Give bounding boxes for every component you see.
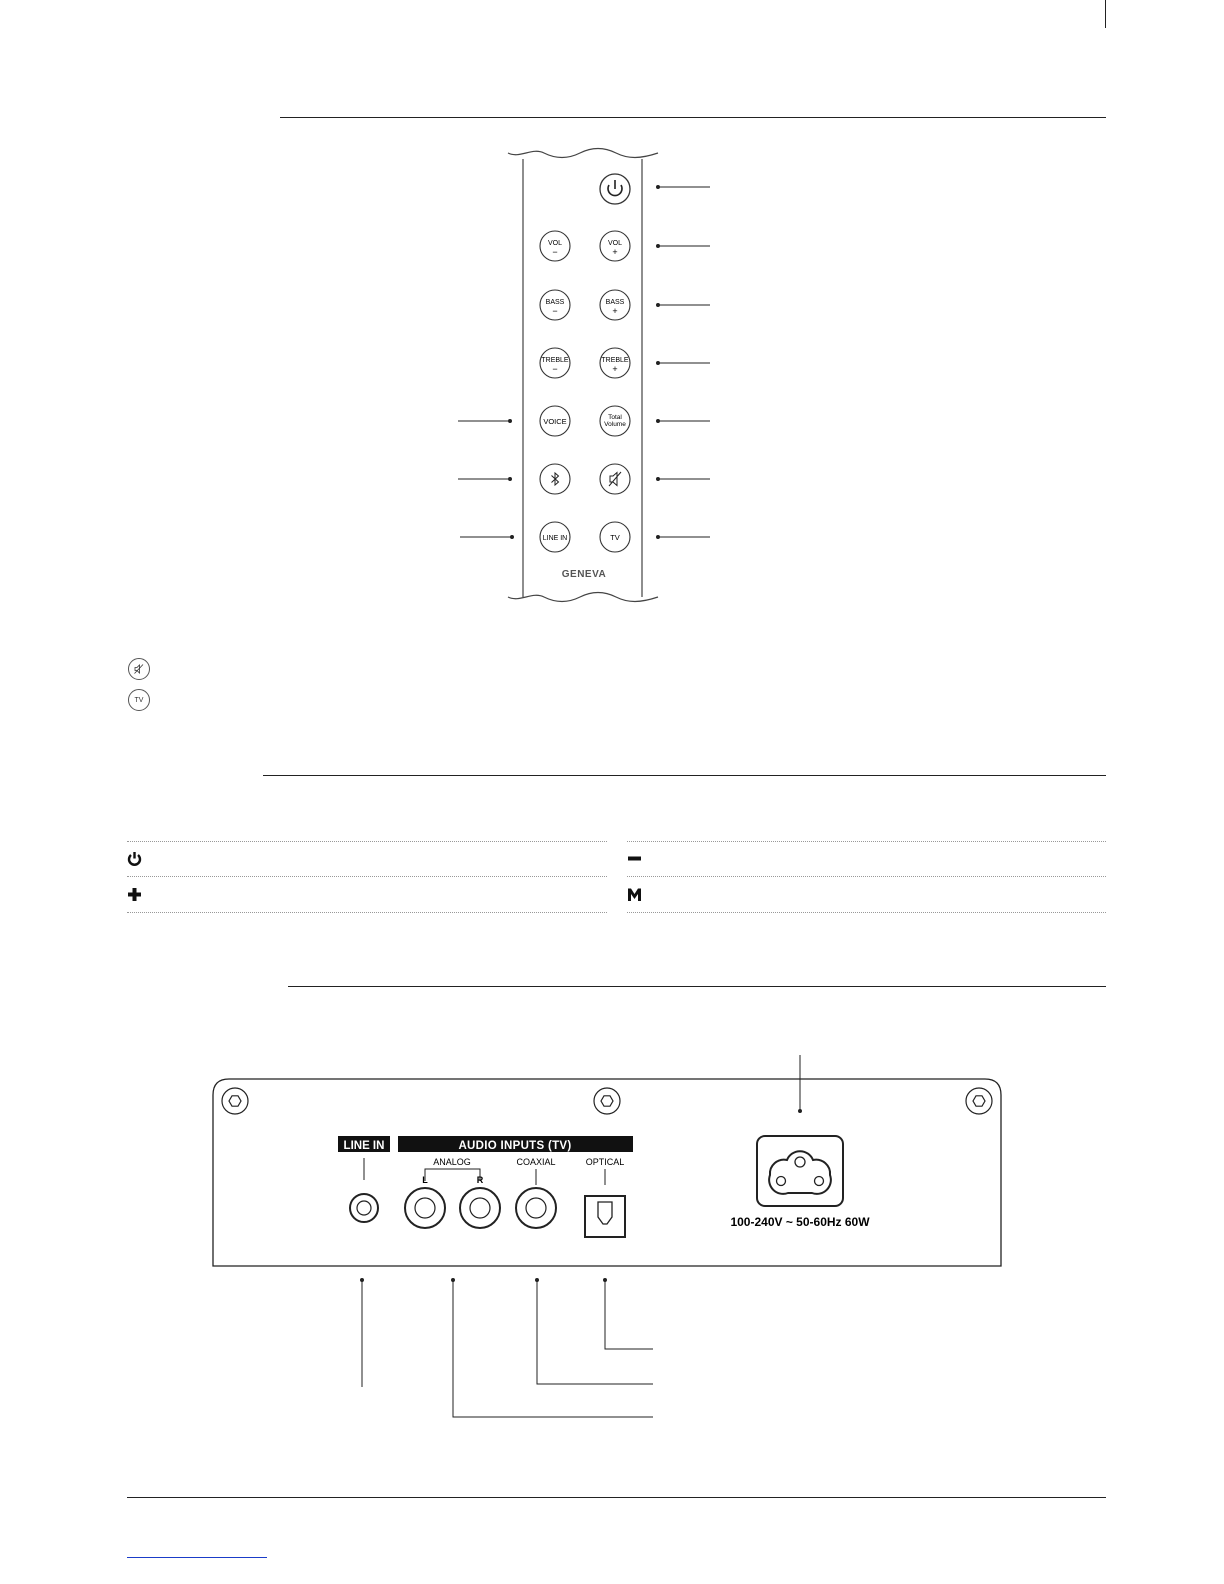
power-rating-label: 100-240V ~ 50-60Hz 60W <box>730 1215 870 1229</box>
callout-lines-left <box>458 420 514 539</box>
analog-label: ANALOG <box>433 1157 471 1167</box>
legend-tv-label: TV <box>134 696 144 704</box>
m-icon <box>627 887 642 902</box>
bass-plus-sign: + <box>612 306 618 316</box>
back-panel-diagram <box>205 1045 1010 1425</box>
analog-right-label: R <box>476 1175 484 1185</box>
remote-control-diagram <box>440 145 730 615</box>
table-rule-top-left <box>127 841 607 842</box>
vol-minus-sign: − <box>552 247 558 257</box>
section-rule-connections <box>288 986 1106 987</box>
optical-label: OPTICAL <box>585 1157 625 1167</box>
bass-minus-sign: − <box>552 306 558 316</box>
bass-plus-button[interactable] <box>600 290 630 320</box>
table-rule-mid-right <box>627 876 1106 877</box>
plus-icon <box>127 887 142 902</box>
treble-plus-sign: + <box>612 364 618 374</box>
treble-plus-label: TREBLE <box>601 357 629 364</box>
mute-button[interactable] <box>600 464 630 494</box>
legend-tv-button <box>128 689 150 711</box>
remote-brand-logo: GENEVA <box>561 569 607 580</box>
total-volume-label-1: Total <box>608 414 622 421</box>
vol-plus-label: VOL <box>607 240 623 247</box>
analog-left-label: L <box>422 1175 428 1185</box>
line-in-label: LINE IN <box>343 1140 385 1152</box>
treble-plus-button[interactable] <box>600 348 630 378</box>
legend-mute-button <box>128 658 150 680</box>
treble-minus-button[interactable] <box>540 348 570 378</box>
table-rule-bottom-left <box>127 912 607 913</box>
vol-plus-sign: + <box>612 247 618 257</box>
table-rule-top-right <box>627 841 1106 842</box>
line-in-label: LINE IN <box>542 535 568 542</box>
total-volume-button[interactable] <box>600 406 630 436</box>
coaxial-label: COAXIAL <box>516 1157 556 1167</box>
table-rule-bottom-right <box>627 912 1106 913</box>
total-volume-label-2: Volume <box>604 421 626 428</box>
vol-minus-label: VOL <box>547 240 563 247</box>
bass-plus-label: BASS <box>605 299 625 306</box>
bluetooth-button[interactable] <box>540 464 570 494</box>
bass-minus-label: BASS <box>545 299 565 306</box>
vol-minus-button[interactable] <box>540 231 570 261</box>
footer-link[interactable] <box>127 1557 267 1558</box>
vol-plus-button[interactable] <box>600 231 630 261</box>
line-in-button[interactable] <box>540 522 570 552</box>
power-icon <box>127 851 142 866</box>
callout-lines-right <box>657 186 711 539</box>
voice-label: VOICE <box>543 417 567 426</box>
treble-minus-label: TREBLE <box>541 357 569 364</box>
section-rule-indicators <box>263 775 1106 776</box>
audio-inputs-label: AUDIO INPUTS (TV) <box>458 1140 572 1152</box>
treble-minus-sign: − <box>552 364 558 374</box>
power-button[interactable] <box>600 174 630 204</box>
section-rule-remote <box>280 117 1106 118</box>
table-rule-mid-left <box>127 876 607 877</box>
minus-icon <box>627 851 642 866</box>
voice-button[interactable] <box>540 406 570 436</box>
mute-icon <box>133 663 145 675</box>
bass-minus-button[interactable] <box>540 290 570 320</box>
footer-rule <box>127 1497 1106 1498</box>
page-corner-mark <box>1105 0 1106 28</box>
tv-label: TV <box>610 533 620 542</box>
tv-button[interactable] <box>600 522 630 552</box>
